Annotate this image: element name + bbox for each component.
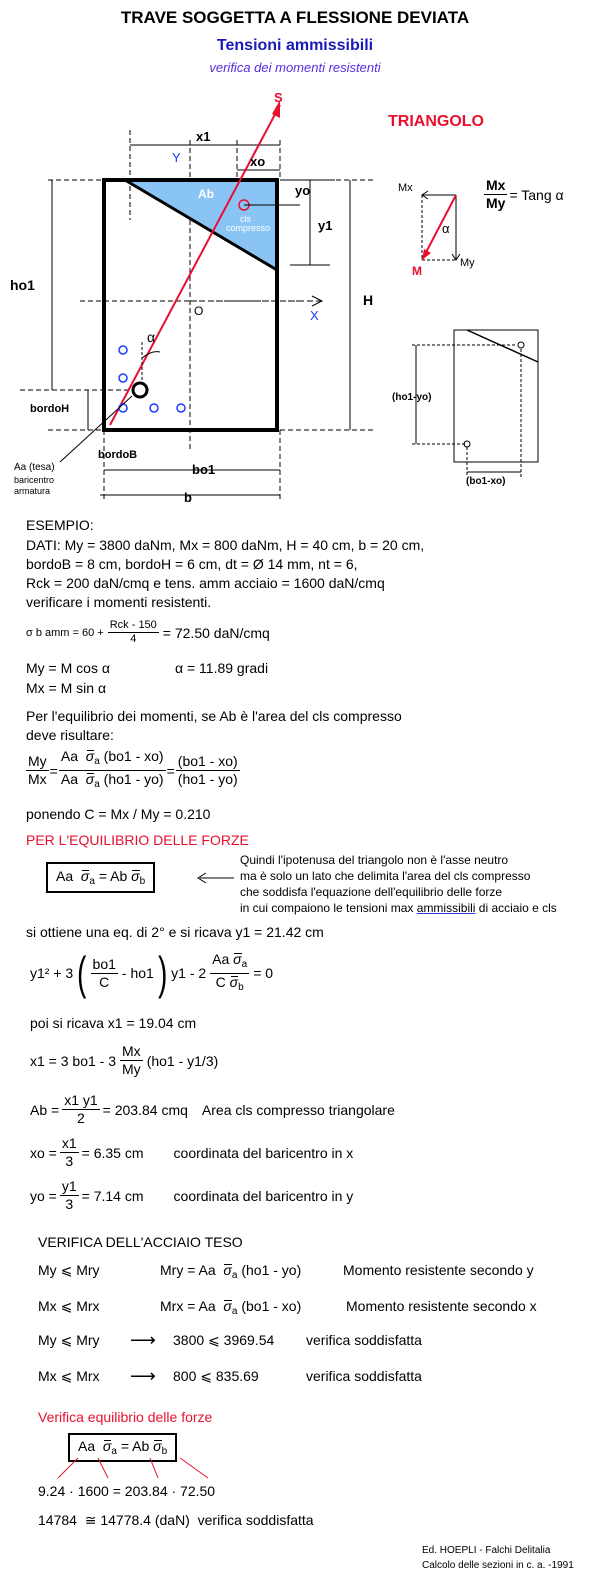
force-check-box: Aa $\sigma_a = Ab$ $\sigma_b$: [68, 1433, 177, 1462]
cls-label: cls: [240, 214, 251, 224]
bo1-label: bo1: [192, 462, 216, 477]
footer-line-2: Calcolo delle sezioni in c. a. -1991: [422, 1560, 574, 1571]
result-yo: yo = $\frac{y1}{3}$ = 7.14 cm coordinata del baricentro in y: [30, 1178, 354, 1212]
small-section-diagram: [392, 322, 552, 497]
equilibrium-line-2: deve risultare:: [26, 727, 114, 743]
ratio-formula: $\frac{My}{Mx}$ = $\frac{Aa \sigma_a (bo1 - xo)}{Aa \sigma_a (ho1 - yo)}$ = $\frac{(bo1 - xo)}{(ho1 - yo)}$: [28, 748, 238, 790]
page-caption: verifica dei momenti resistenti: [209, 60, 381, 75]
forces-heading: PER L'EQUILIBRIO DELLE FORZE: [26, 832, 249, 848]
xo-label: xo: [250, 154, 266, 169]
yo-label: yo: [295, 183, 311, 198]
quadratic-text: si ottiene una eq. di 2° e si ricava y1 = 21.42 cm: [26, 924, 324, 940]
section-diagram: [0, 80, 380, 510]
y-axis-label: Y: [172, 150, 181, 165]
h-label: H: [363, 292, 374, 308]
force-check-result: 14784 ≅ 14778.4 (daN) verifica soddisfatta: [38, 1512, 314, 1528]
quadratic-formula: y1² + 3 ( $\frac{bo1}{C}$ - ho1 ) y1 - 2 $\frac{Aa \sigma_a}{C \sigma_b}$ = 0: [30, 947, 274, 999]
sigma-formula: σ b amm = 60 + $\frac{\text{Rck - 150}}{4}$ = 72.50 daN/cmq: [26, 619, 270, 645]
note-line-4: in cui compaiono le tensioni max ammissibili di acciaio e cls: [240, 901, 557, 915]
alpha-value: α = 11.89 gradi: [175, 660, 269, 676]
tang-formula: $\frac{Mx}{My}$ = Tang α: [486, 177, 564, 211]
verif-row-4: Mx ⩽ Mrx ⟶ 800 ⩽ 835.69 verifica soddisfatta: [38, 1366, 422, 1386]
verification-heading: VERIFICA DELL'ACCIAIO TESO: [38, 1234, 243, 1250]
verif-row-1: My ⩽ Mry Mry = Aa $\sigma_a$ (ho1 - yo) Momento resistente secondo y: [38, 1262, 534, 1281]
section-type-label: TRIANGOLO: [388, 113, 484, 130]
example-line-2: bordoB = 8 cm, bordoH = 6 cm, dt = Ø 14 mm, nt = 6,: [26, 556, 358, 572]
page-subtitle: Tensioni ammissibili: [216, 37, 374, 54]
result-xo: xo = $\frac{x1}{3}$ = 6.35 cm coordinata del baricentro in x: [30, 1135, 354, 1169]
result-ab: Ab = $\frac{x1 y1}{2}$ = 203.84 cmq Area cls compresso triangolare: [30, 1092, 395, 1126]
page-title: TRAVE SOGGETTA A FLESSIONE DEVIATA: [120, 8, 470, 27]
aa-tesa-label: Aa (tesa): [14, 462, 55, 473]
s-label: S: [274, 90, 283, 105]
force-check-values: 9.24 · 1600 = 203.84 · 72.50: [38, 1483, 216, 1499]
bordoh-label: bordoH: [30, 403, 70, 415]
vec-m-label: M: [412, 264, 422, 278]
force-check-arrows: [40, 1456, 240, 1484]
alpha-label: α: [147, 329, 156, 345]
b-label: b: [184, 490, 192, 505]
armatura-label: armatura: [14, 486, 51, 496]
rebar-centroid: [133, 383, 147, 397]
ab-label: Ab: [198, 187, 214, 201]
example-heading: ESEMPIO:: [26, 517, 94, 533]
bo1-xo-label: (bo1-xo): [466, 476, 506, 487]
forces-equation-box: Aa $\sigma_a = Ab$ $\sigma_b$: [46, 862, 155, 893]
verif-row-3: My ⩽ Mry ⟶ 3800 ⩽ 3969.54 verifica soddisfatta: [38, 1330, 422, 1350]
example-line-3: Rck = 200 daN/cmq e tens. amm acciaio = 1600 daN/cmq: [26, 575, 385, 591]
vec-my-label: My: [460, 257, 475, 269]
y1-label: y1: [318, 218, 333, 233]
force-check-heading: Verifica equilibrio delle forze: [38, 1409, 213, 1425]
origin-label: O: [194, 304, 204, 318]
bordob-label: bordoB: [98, 449, 138, 461]
x1-formula: x1 = 3 bo1 - 3 $\frac{Mx}{My}$ (ho1 - y1/3): [30, 1043, 219, 1077]
x1-text: poi si ricava x1 = 19.04 cm: [30, 1015, 197, 1031]
x1-label: x1: [196, 129, 211, 144]
ho1-label: ho1: [10, 277, 35, 293]
compresso-label: compresso: [226, 223, 271, 233]
s-vector: [110, 105, 280, 425]
footer-line-1: Ed. HOEPLI - Falchi Delitalia: [422, 1545, 551, 1556]
equilibrium-line-1: Per l'equilibrio dei momenti, se Ab è l'area del cls compresso: [26, 708, 402, 724]
note-line-3: che soddisfa l'equazione dell'equilibrio delle forze: [240, 885, 503, 899]
mx-sin-formula: Mx = M sin α: [26, 680, 107, 696]
ho1-yo-label: (ho1-yo): [392, 392, 432, 403]
my-cos-formula: My = M cos α: [26, 660, 110, 676]
note-line-2: ma è solo un lato che delimita l'area del cls compresso: [240, 869, 531, 883]
example-line-1: DATI: My = 3800 daNm, Mx = 800 daNm, H = 40 cm, b = 20 cm,: [26, 537, 425, 553]
verif-row-2: Mx ⩽ Mrx Mrx = Aa $\sigma_a$ (bo1 - xo) Momento resistente secondo x: [38, 1298, 537, 1317]
ponendo-text: ponendo C = Mx / My = 0.210: [26, 806, 211, 822]
vec-alpha-label: α: [442, 221, 450, 236]
x-axis-label: X: [310, 308, 319, 323]
example-line-4: verificare i momenti resistenti.: [26, 594, 212, 610]
baricentro-label: baricentro: [14, 475, 55, 485]
pointer-arrow: [196, 870, 236, 886]
vec-mx-label: Mx: [398, 182, 413, 194]
note-line-1: Quindi l'ipotenusa del triangolo non è l'asse neutro: [240, 853, 509, 867]
